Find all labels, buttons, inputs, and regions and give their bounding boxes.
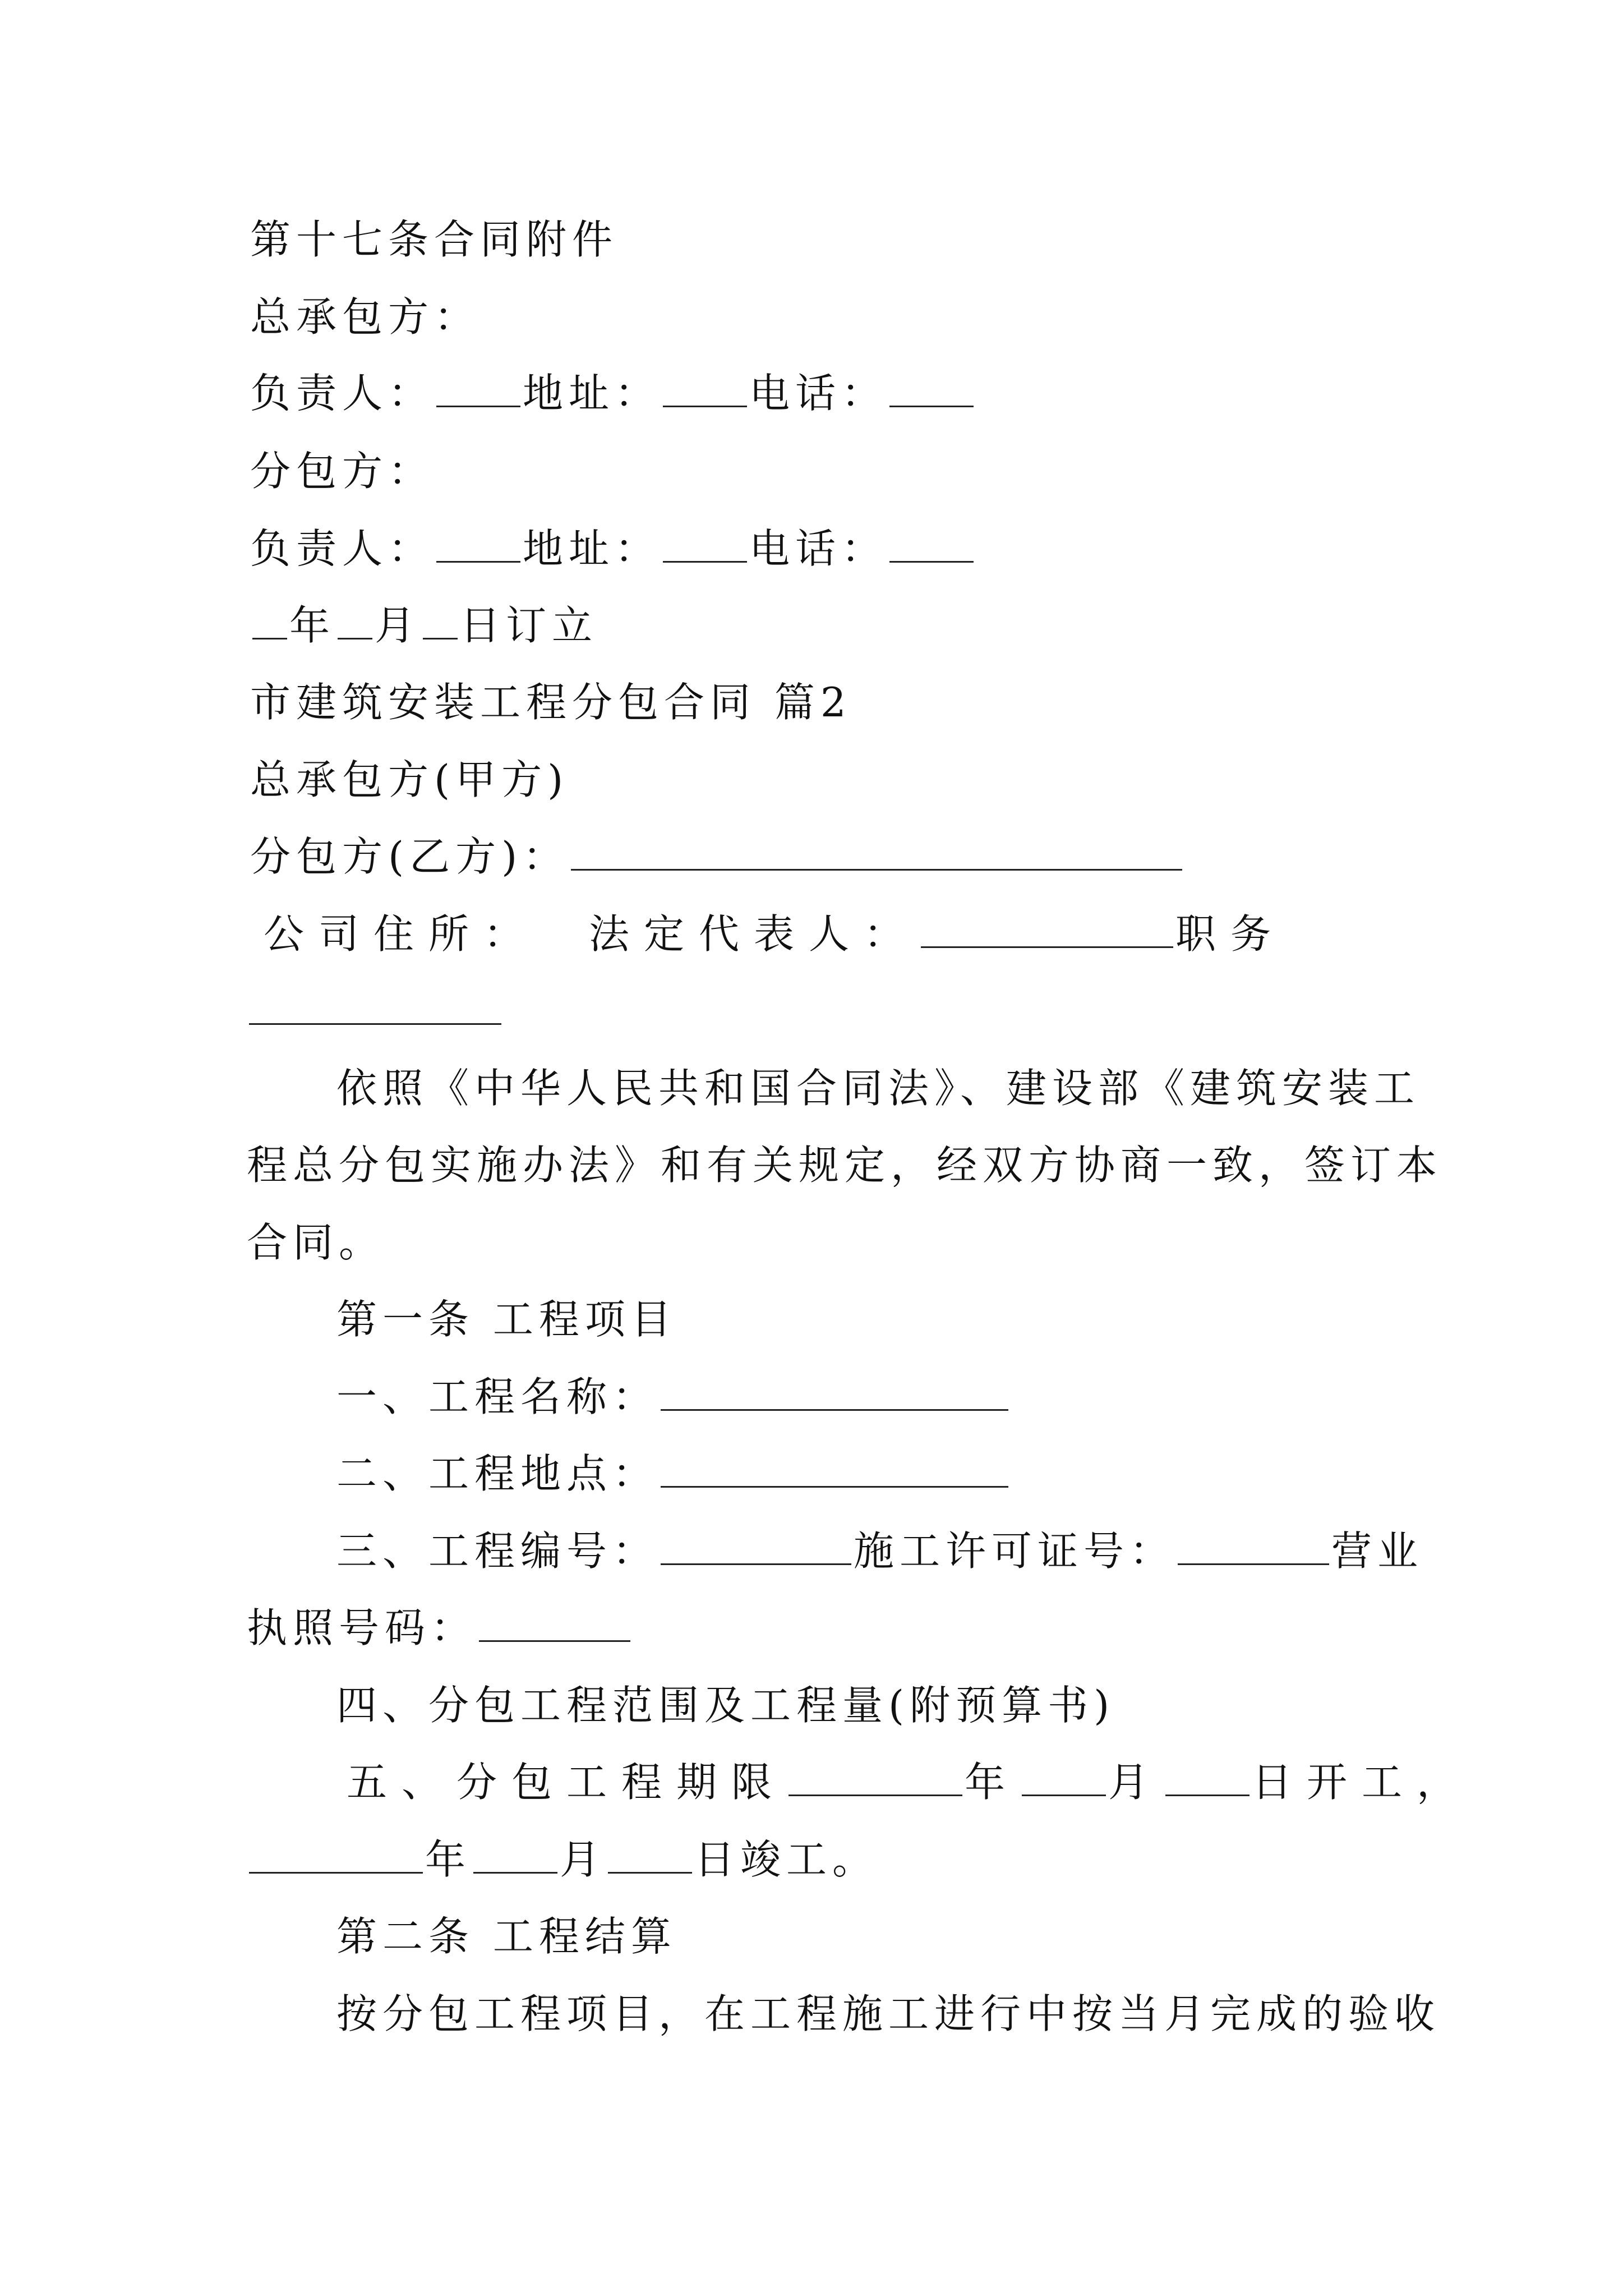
general-contractor-label xyxy=(250,292,1387,342)
permit-number-blank[interactable] xyxy=(1178,1527,1329,1565)
article-2-heading xyxy=(336,1911,1387,1962)
project-number-blank[interactable] xyxy=(661,1527,851,1565)
phone-blank[interactable] xyxy=(889,370,974,407)
day-blank[interactable] xyxy=(423,602,458,639)
article-1-text: 第一条 工程项目 xyxy=(336,1296,677,1343)
year-blank[interactable] xyxy=(252,602,287,639)
end-year-blank[interactable] xyxy=(249,1836,423,1874)
party-a-text: 总承包方(甲方) xyxy=(250,756,569,803)
contract-title-text: 市建筑安装工程分包合同 篇2 xyxy=(250,679,852,726)
completion-line xyxy=(247,1834,1387,1885)
subcontractor-label xyxy=(250,446,1387,496)
start-month-blank[interactable] xyxy=(1022,1759,1106,1796)
party-b-blank[interactable] xyxy=(571,833,1182,871)
phone-label: 电话： xyxy=(749,525,888,572)
license-number-blank[interactable] xyxy=(479,1604,630,1642)
preamble-line-3 xyxy=(247,1217,1387,1268)
completion-label: 日竣工。 xyxy=(694,1836,879,1883)
position-blank[interactable] xyxy=(249,987,501,1025)
party-b-text: 分包方(乙方)： xyxy=(250,833,569,880)
company-info-line xyxy=(264,909,1387,959)
period-label: 五、分包工程期限 xyxy=(347,1759,787,1806)
settlement-line xyxy=(336,1989,1441,2039)
preamble-line-1 xyxy=(336,1063,1421,1114)
general-contractor-text: 总承包方： xyxy=(250,293,481,341)
address-label: 地址： xyxy=(523,525,661,572)
start-day-blank[interactable] xyxy=(1165,1759,1249,1796)
end-month-label: 月 xyxy=(560,1836,606,1883)
preamble-line-2 xyxy=(247,1140,1443,1190)
project-name-label: 一、工程名称： xyxy=(336,1373,659,1420)
settlement-text: 按分包工程项目，在工程施工进行中按当月完成的验收 xyxy=(336,1990,1441,2037)
preamble-text-1: 依照《中华人民共和国合同法》、建设部《建筑安装工 xyxy=(336,1065,1421,1112)
article-1-heading xyxy=(336,1294,1387,1345)
article-17-heading xyxy=(250,214,1387,265)
project-name-blank[interactable] xyxy=(661,1373,1008,1411)
month-blank[interactable] xyxy=(338,602,372,639)
start-work-label: 日开工， xyxy=(1252,1759,1472,1806)
position-label: 职务 xyxy=(1175,910,1286,958)
day-signed-label: 日订立 xyxy=(460,602,598,649)
party-b-line xyxy=(250,831,1387,882)
project-number-line xyxy=(336,1526,1424,1576)
party-a-label xyxy=(250,754,1387,805)
license-number-line xyxy=(247,1603,1387,1653)
legal-rep-label: 法定代表人： xyxy=(589,910,919,958)
project-location-line xyxy=(336,1448,1387,1499)
month-label: 月 xyxy=(375,602,421,649)
preamble-text-2: 程总分包实施办法》和有关规定，经双方协商一致，签订本 xyxy=(247,1142,1443,1189)
preamble-text-3: 合同。 xyxy=(247,1219,385,1266)
contract-title xyxy=(250,677,1387,728)
project-name-line xyxy=(336,1372,1387,1422)
start-year-label: 年 xyxy=(965,1759,1020,1806)
end-day-blank[interactable] xyxy=(608,1836,692,1874)
period-line xyxy=(347,1757,1472,1807)
phone-blank[interactable] xyxy=(889,525,974,563)
general-contractor-contact-line xyxy=(250,368,1387,418)
business-label-start: 营业 xyxy=(1331,1527,1424,1575)
responsible-person-blank[interactable] xyxy=(436,525,520,563)
start-month-label: 月 xyxy=(1108,1759,1164,1806)
project-location-blank[interactable] xyxy=(661,1450,1008,1488)
responsible-person-blank[interactable] xyxy=(436,370,520,407)
address-blank[interactable] xyxy=(663,525,747,563)
position-blank-line xyxy=(247,986,1387,1036)
scope-text: 四、分包工程范围及工程量(附预算书) xyxy=(336,1682,1115,1729)
license-number-label: 执照号码： xyxy=(247,1604,477,1651)
end-year-label: 年 xyxy=(425,1836,472,1883)
scope-line xyxy=(336,1680,1387,1731)
address-blank[interactable] xyxy=(663,370,747,407)
signing-date-line xyxy=(250,600,1387,651)
end-month-blank[interactable] xyxy=(473,1836,557,1874)
subcontractor-contact-line xyxy=(250,523,1387,574)
project-number-label: 三、工程编号： xyxy=(336,1527,659,1575)
company-address-label: 公司住所： xyxy=(264,910,539,958)
address-label: 地址： xyxy=(523,370,661,417)
phone-label: 电话： xyxy=(749,370,888,417)
responsible-person-label: 负责人： xyxy=(250,370,435,417)
start-year-blank[interactable] xyxy=(789,1759,962,1796)
legal-rep-blank[interactable] xyxy=(921,910,1173,948)
year-label: 年 xyxy=(289,602,336,649)
article-2-text: 第二条 工程结算 xyxy=(336,1913,677,1960)
project-location-label: 二、工程地点： xyxy=(336,1450,659,1497)
article-17-text: 第十七条合同附件 xyxy=(250,216,619,263)
subcontractor-text: 分包方： xyxy=(250,448,435,495)
permit-number-label: 施工许可证号： xyxy=(854,1527,1176,1575)
responsible-person-label: 负责人： xyxy=(250,525,435,572)
